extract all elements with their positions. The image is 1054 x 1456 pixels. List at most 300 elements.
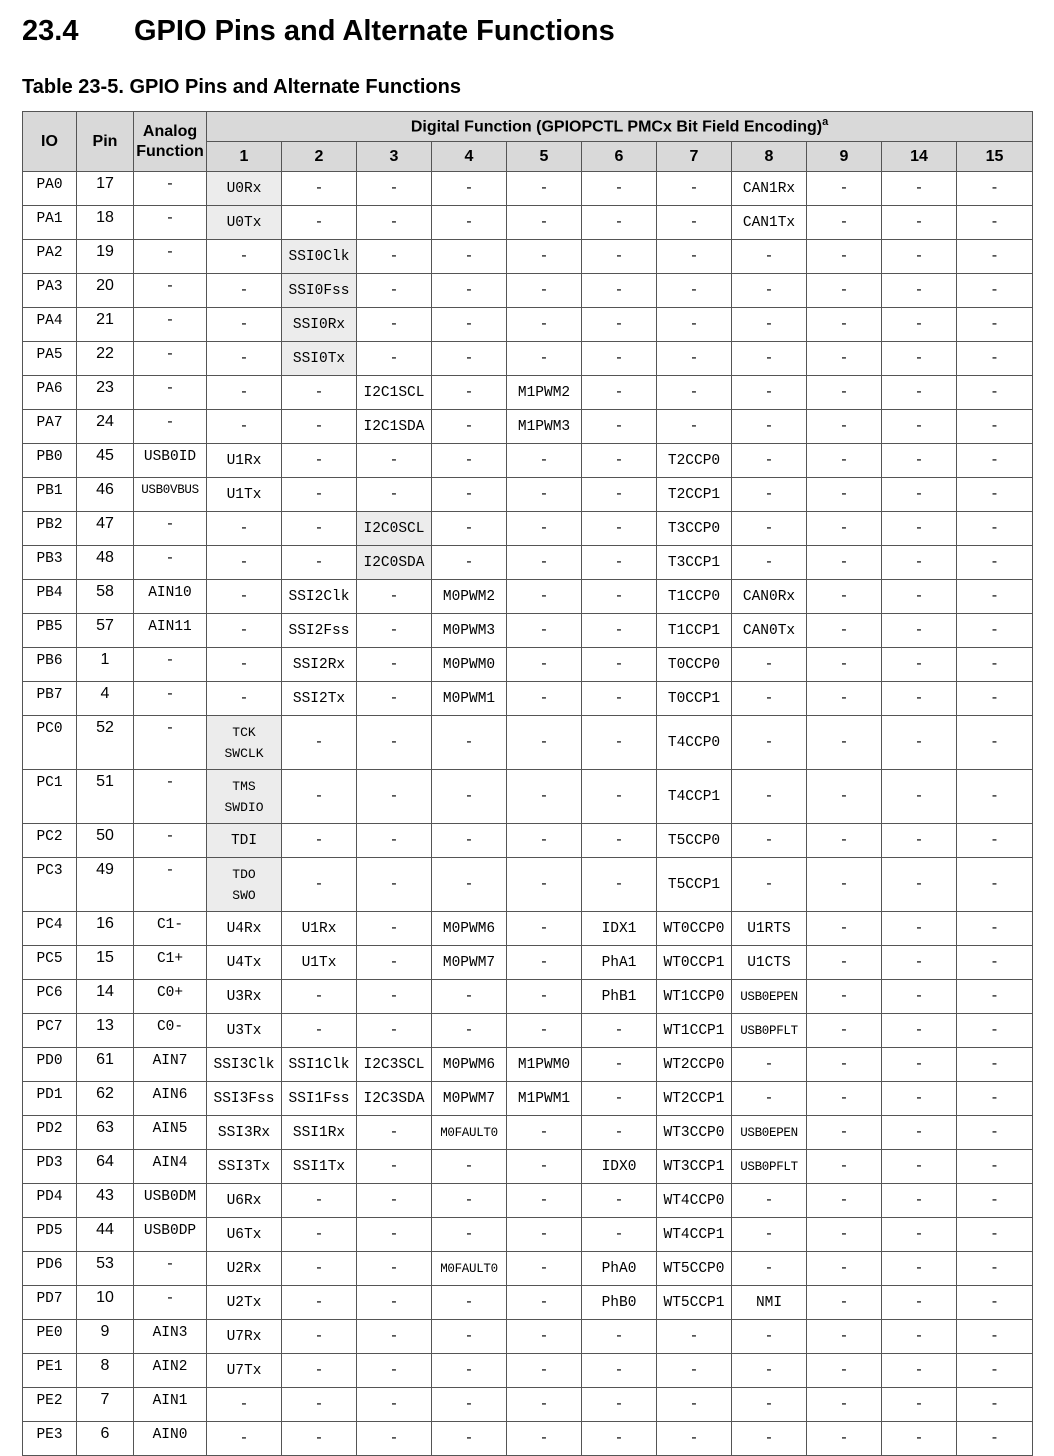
function-cell-8: USB0EPEN: [732, 1116, 807, 1150]
analog-function-cell: -: [134, 512, 207, 546]
header-analog-line1: Analog: [142, 122, 198, 140]
table-row: [23, 614, 1033, 648]
function-cell-5: -: [507, 206, 582, 240]
function-cell-9: -: [807, 1388, 882, 1422]
function-cell-3: -: [357, 478, 432, 512]
function-cell-15: -: [957, 1116, 1033, 1150]
function-cell-15: -: [957, 512, 1033, 546]
function-cell-9: -: [807, 1184, 882, 1218]
function-cell-6: -: [582, 1388, 657, 1422]
header-io: IO: [23, 112, 77, 172]
function-cell-4: M0PWM0: [432, 648, 507, 682]
pin-cell: 22: [77, 342, 134, 376]
function-cell-6: -: [582, 1218, 657, 1252]
function-cell-15: -: [957, 1252, 1033, 1286]
function-cell-5: -: [507, 648, 582, 682]
pin-cell: 19: [77, 240, 134, 274]
function-cell-8: -: [732, 1082, 807, 1116]
function-cell-15: -: [957, 648, 1033, 682]
function-cell-1: -: [207, 648, 282, 682]
function-cell-7: -: [657, 172, 732, 206]
function-cell-7: WT2CCP1: [657, 1082, 732, 1116]
table-row: [23, 1184, 1033, 1218]
function-cell-8: -: [732, 512, 807, 546]
function-cell-4: M0FAULT0: [432, 1252, 507, 1286]
function-cell-6: PhB0: [582, 1286, 657, 1320]
io-cell: PE2: [23, 1388, 77, 1422]
pin-cell: 63: [77, 1116, 134, 1150]
section-heading: [22, 10, 615, 52]
function-cell-8: -: [732, 342, 807, 376]
function-cell-6: -: [582, 1184, 657, 1218]
function-cell-5: M1PWM3: [507, 410, 582, 444]
table-row: [23, 858, 1033, 912]
function-cell-3: I2C0SDA: [357, 546, 432, 580]
function-cell-15: -: [957, 1014, 1033, 1048]
io-cell: PB3: [23, 546, 77, 580]
function-cell-8: CAN1Rx: [732, 172, 807, 206]
function-cell-4: -: [432, 1150, 507, 1184]
io-cell: PC4: [23, 912, 77, 946]
header-digital-function: [207, 112, 1033, 142]
table-row: [23, 308, 1033, 342]
function-cell-1: U7Rx: [207, 1320, 282, 1354]
function-cell-15: -: [957, 308, 1033, 342]
function-cell-line1: TDO: [232, 866, 256, 882]
io-cell: PC1: [23, 770, 77, 824]
function-cell-5: -: [507, 1116, 582, 1150]
function-cell-2: -: [282, 478, 357, 512]
function-cell-14: -: [882, 1116, 957, 1150]
function-cell-6: PhA1: [582, 946, 657, 980]
table-row: [23, 478, 1033, 512]
function-cell-3: -: [357, 1014, 432, 1048]
function-cell-4: -: [432, 172, 507, 206]
function-cell-4: -: [432, 1388, 507, 1422]
function-cell-9: -: [807, 1014, 882, 1048]
function-cell-6: -: [582, 308, 657, 342]
function-cell-14: -: [882, 946, 957, 980]
function-cell-2: -: [282, 1354, 357, 1388]
table-row: [23, 824, 1033, 858]
function-cell-14: -: [882, 1422, 957, 1456]
function-cell-1: -: [207, 580, 282, 614]
analog-function-cell: AIN6: [134, 1082, 207, 1116]
pin-cell: 62: [77, 1082, 134, 1116]
io-cell: PE3: [23, 1422, 77, 1456]
analog-function-cell: AIN5: [134, 1116, 207, 1150]
table-row: [23, 172, 1033, 206]
pin-cell: 46: [77, 478, 134, 512]
function-cell-1: -: [207, 240, 282, 274]
function-cell-8: -: [732, 858, 807, 912]
table-row: [23, 716, 1033, 770]
function-cell-7: T2CCP1: [657, 478, 732, 512]
function-cell-1: SSI3Fss: [207, 1082, 282, 1116]
function-cell-7: WT3CCP1: [657, 1150, 732, 1184]
function-cell-3: -: [357, 240, 432, 274]
function-cell-6: -: [582, 1116, 657, 1150]
function-cell-14: -: [882, 1048, 957, 1082]
function-cell-3: -: [357, 614, 432, 648]
function-cell-5: -: [507, 172, 582, 206]
function-cell-9: -: [807, 1320, 882, 1354]
function-cell-14: -: [882, 716, 957, 770]
function-cell-6: -: [582, 546, 657, 580]
function-cell-1: -: [207, 1388, 282, 1422]
function-cell-8: -: [732, 824, 807, 858]
table-row: [23, 1218, 1033, 1252]
io-cell: PB4: [23, 580, 77, 614]
function-cell-6: -: [582, 648, 657, 682]
function-cell-9: -: [807, 274, 882, 308]
function-cell-7: WT0CCP1: [657, 946, 732, 980]
function-cell-4: -: [432, 240, 507, 274]
function-cell-4: -: [432, 980, 507, 1014]
function-cell-5: -: [507, 980, 582, 1014]
pin-cell: 64: [77, 1150, 134, 1184]
io-cell: PA5: [23, 342, 77, 376]
function-cell-line2: SWO: [232, 887, 256, 903]
function-cell-7: WT1CCP0: [657, 980, 732, 1014]
header-encoding-8: 8: [732, 142, 807, 172]
analog-function-cell: AIN7: [134, 1048, 207, 1082]
function-cell-14: -: [882, 580, 957, 614]
function-cell-1: -: [207, 512, 282, 546]
pin-cell: 16: [77, 912, 134, 946]
table-header: [23, 112, 1033, 172]
function-cell-9: -: [807, 580, 882, 614]
function-cell-3: -: [357, 1184, 432, 1218]
analog-function-cell: C0-: [134, 1014, 207, 1048]
function-cell-7: -: [657, 240, 732, 274]
function-cell-5: -: [507, 1184, 582, 1218]
function-cell-6: -: [582, 858, 657, 912]
io-cell: PB5: [23, 614, 77, 648]
function-cell-9: -: [807, 1252, 882, 1286]
function-cell-4: M0PWM2: [432, 580, 507, 614]
function-cell-14: -: [882, 770, 957, 824]
function-cell-4: -: [432, 1014, 507, 1048]
analog-function-cell: C1-: [134, 912, 207, 946]
function-cell-4: -: [432, 376, 507, 410]
table-row: [23, 946, 1033, 980]
function-cell-7: T3CCP1: [657, 546, 732, 580]
function-cell-14: -: [882, 648, 957, 682]
function-cell-14: -: [882, 1150, 957, 1184]
gpio-table: [22, 111, 1033, 1456]
function-cell-9: -: [807, 858, 882, 912]
analog-function-cell: AIN2: [134, 1354, 207, 1388]
function-cell-14: -: [882, 682, 957, 716]
io-cell: PA7: [23, 410, 77, 444]
function-cell-8: USB0PFLT: [732, 1014, 807, 1048]
function-cell-14: -: [882, 1252, 957, 1286]
function-cell-14: -: [882, 824, 957, 858]
analog-function-cell: USB0VBUS: [134, 478, 207, 512]
table-row: [23, 912, 1033, 946]
function-cell-4: -: [432, 1354, 507, 1388]
function-cell-15: -: [957, 1184, 1033, 1218]
analog-function-cell: -: [134, 240, 207, 274]
function-cell-14: -: [882, 858, 957, 912]
function-cell-4: -: [432, 716, 507, 770]
function-cell-8: CAN0Rx: [732, 580, 807, 614]
function-cell-2: SSI0Rx: [282, 308, 357, 342]
function-cell-5: -: [507, 1286, 582, 1320]
function-cell-14: -: [882, 444, 957, 478]
function-cell-line1: TMS: [232, 778, 256, 794]
function-cell-3: -: [357, 172, 432, 206]
section-number: 23.4: [22, 15, 79, 47]
function-cell-14: -: [882, 308, 957, 342]
io-cell: PC5: [23, 946, 77, 980]
function-cell-7: WT5CCP0: [657, 1252, 732, 1286]
function-cell-8: -: [732, 1388, 807, 1422]
io-cell: PC0: [23, 716, 77, 770]
function-cell-4: M0PWM7: [432, 946, 507, 980]
analog-function-cell: AIN4: [134, 1150, 207, 1184]
table-row: [23, 1422, 1033, 1456]
function-cell-9: -: [807, 614, 882, 648]
function-cell-6: -: [582, 1082, 657, 1116]
function-cell-15: -: [957, 1388, 1033, 1422]
function-cell-15: -: [957, 206, 1033, 240]
function-cell-15: -: [957, 172, 1033, 206]
function-cell-1: U2Rx: [207, 1252, 282, 1286]
section-title: GPIO Pins and Alternate Functions: [134, 15, 615, 47]
function-cell-2: -: [282, 1014, 357, 1048]
function-cell-7: WT1CCP1: [657, 1014, 732, 1048]
pin-cell: 18: [77, 206, 134, 240]
table-row: [23, 980, 1033, 1014]
function-cell-2: SSI0Clk: [282, 240, 357, 274]
header-encoding-14: 14: [882, 142, 957, 172]
function-cell-6: -: [582, 824, 657, 858]
function-cell-1: -: [207, 274, 282, 308]
function-cell-14: -: [882, 410, 957, 444]
table-row: [23, 512, 1033, 546]
function-cell-8: -: [732, 770, 807, 824]
function-cell-1: U4Tx: [207, 946, 282, 980]
analog-function-cell: -: [134, 682, 207, 716]
function-cell-8: -: [732, 1320, 807, 1354]
function-cell-8: -: [732, 240, 807, 274]
function-cell-7: WT0CCP0: [657, 912, 732, 946]
function-cell-1: U6Tx: [207, 1218, 282, 1252]
table-row: [23, 1150, 1033, 1184]
function-cell-4: -: [432, 1184, 507, 1218]
pin-cell: 23: [77, 376, 134, 410]
function-cell-14: -: [882, 614, 957, 648]
function-cell-1: [207, 858, 282, 912]
function-cell-14: -: [882, 478, 957, 512]
function-cell-4: -: [432, 858, 507, 912]
function-cell-9: -: [807, 946, 882, 980]
function-cell-8: -: [732, 444, 807, 478]
function-cell-1: U3Tx: [207, 1014, 282, 1048]
table-row: [23, 1048, 1033, 1082]
function-cell-2: -: [282, 1184, 357, 1218]
pin-cell: 24: [77, 410, 134, 444]
function-cell-9: -: [807, 478, 882, 512]
function-cell-15: -: [957, 1320, 1033, 1354]
function-cell-14: -: [882, 376, 957, 410]
function-cell-9: -: [807, 1218, 882, 1252]
function-cell-5: -: [507, 1150, 582, 1184]
function-cell-14: -: [882, 980, 957, 1014]
function-cell-5: M1PWM2: [507, 376, 582, 410]
pin-cell: 51: [77, 770, 134, 824]
function-cell-9: -: [807, 1286, 882, 1320]
function-cell-1: U7Tx: [207, 1354, 282, 1388]
function-cell-7: T4CCP1: [657, 770, 732, 824]
footnote-marker: a: [822, 116, 829, 129]
table-row: [23, 546, 1033, 580]
function-cell-3: -: [357, 980, 432, 1014]
function-cell-14: -: [882, 1014, 957, 1048]
function-cell-7: -: [657, 1320, 732, 1354]
function-cell-4: -: [432, 1218, 507, 1252]
table-row: [23, 1252, 1033, 1286]
function-cell-15: -: [957, 1286, 1033, 1320]
function-cell-6: -: [582, 274, 657, 308]
function-cell-9: -: [807, 1422, 882, 1456]
function-cell-9: -: [807, 1082, 882, 1116]
function-cell-1: [207, 716, 282, 770]
function-cell-15: -: [957, 1218, 1033, 1252]
function-cell-15: -: [957, 1048, 1033, 1082]
function-cell-14: -: [882, 240, 957, 274]
function-cell-7: T5CCP1: [657, 858, 732, 912]
function-cell-5: -: [507, 716, 582, 770]
pin-cell: 53: [77, 1252, 134, 1286]
function-cell-9: -: [807, 410, 882, 444]
function-cell-8: -: [732, 1354, 807, 1388]
function-cell-4: -: [432, 512, 507, 546]
function-cell-15: -: [957, 716, 1033, 770]
pin-cell: 10: [77, 1286, 134, 1320]
function-cell-3: -: [357, 824, 432, 858]
analog-function-cell: -: [134, 308, 207, 342]
function-cell-6: -: [582, 444, 657, 478]
function-cell-2: -: [282, 376, 357, 410]
function-cell-8: U1RTS: [732, 912, 807, 946]
function-cell-4: M0FAULT0: [432, 1116, 507, 1150]
function-cell-6: PhB1: [582, 980, 657, 1014]
function-cell-6: -: [582, 1048, 657, 1082]
function-cell-9: -: [807, 824, 882, 858]
function-cell-3: I2C3SDA: [357, 1082, 432, 1116]
function-cell-14: -: [882, 342, 957, 376]
function-cell-3: -: [357, 1150, 432, 1184]
function-cell-5: -: [507, 1014, 582, 1048]
io-cell: PD0: [23, 1048, 77, 1082]
function-cell-8: -: [732, 308, 807, 342]
table-row: [23, 342, 1033, 376]
function-cell-line2: SWDIO: [224, 799, 264, 815]
function-cell-7: -: [657, 342, 732, 376]
function-cell-9: -: [807, 648, 882, 682]
function-cell-8: USB0PFLT: [732, 1150, 807, 1184]
analog-function-cell: -: [134, 824, 207, 858]
function-cell-8: -: [732, 716, 807, 770]
table-row: [23, 1286, 1033, 1320]
function-cell-3: -: [357, 716, 432, 770]
function-cell-9: -: [807, 1048, 882, 1082]
function-cell-9: -: [807, 1354, 882, 1388]
function-cell-1: [207, 770, 282, 824]
function-cell-9: -: [807, 1150, 882, 1184]
function-cell-6: -: [582, 206, 657, 240]
io-cell: PB2: [23, 512, 77, 546]
function-cell-2: SSI2Rx: [282, 648, 357, 682]
function-cell-9: -: [807, 512, 882, 546]
function-cell-14: -: [882, 546, 957, 580]
function-cell-8: -: [732, 648, 807, 682]
io-cell: PC7: [23, 1014, 77, 1048]
function-cell-14: -: [882, 172, 957, 206]
function-cell-6: -: [582, 1014, 657, 1048]
function-cell-3: -: [357, 1422, 432, 1456]
header-encoding-7: 7: [657, 142, 732, 172]
function-cell-2: -: [282, 858, 357, 912]
function-cell-5: -: [507, 478, 582, 512]
header-encoding-2: 2: [282, 142, 357, 172]
function-cell-1: TDI: [207, 824, 282, 858]
header-analog-line2: Function: [136, 142, 204, 160]
header-encoding-6: 6: [582, 142, 657, 172]
table-row: [23, 1320, 1033, 1354]
function-cell-9: -: [807, 770, 882, 824]
function-cell-14: -: [882, 1354, 957, 1388]
function-cell-15: -: [957, 1354, 1033, 1388]
table-row: [23, 206, 1033, 240]
function-cell-9: -: [807, 1116, 882, 1150]
function-cell-2: -: [282, 1320, 357, 1354]
function-cell-6: PhA0: [582, 1252, 657, 1286]
function-cell-1: -: [207, 1422, 282, 1456]
table-row: [23, 770, 1033, 824]
pin-cell: 47: [77, 512, 134, 546]
function-cell-6: -: [582, 716, 657, 770]
function-cell-4: -: [432, 410, 507, 444]
function-cell-2: -: [282, 980, 357, 1014]
function-cell-7: -: [657, 274, 732, 308]
function-cell-5: M1PWM1: [507, 1082, 582, 1116]
function-cell-2: SSI2Tx: [282, 682, 357, 716]
function-cell-1: -: [207, 614, 282, 648]
function-cell-7: -: [657, 1354, 732, 1388]
function-cell-4: -: [432, 308, 507, 342]
function-cell-1: -: [207, 546, 282, 580]
header-analog-function: [134, 112, 207, 172]
function-cell-15: -: [957, 546, 1033, 580]
function-cell-15: -: [957, 410, 1033, 444]
analog-function-cell: USB0DM: [134, 1184, 207, 1218]
function-cell-2: -: [282, 1286, 357, 1320]
function-cell-5: -: [507, 308, 582, 342]
function-cell-5: -: [507, 824, 582, 858]
analog-function-cell: -: [134, 858, 207, 912]
io-cell: PE0: [23, 1320, 77, 1354]
function-cell-9: -: [807, 980, 882, 1014]
function-cell-9: -: [807, 682, 882, 716]
function-cell-4: M0PWM6: [432, 1048, 507, 1082]
function-cell-2: SSI1Tx: [282, 1150, 357, 1184]
function-cell-2: -: [282, 1252, 357, 1286]
analog-function-cell: -: [134, 546, 207, 580]
